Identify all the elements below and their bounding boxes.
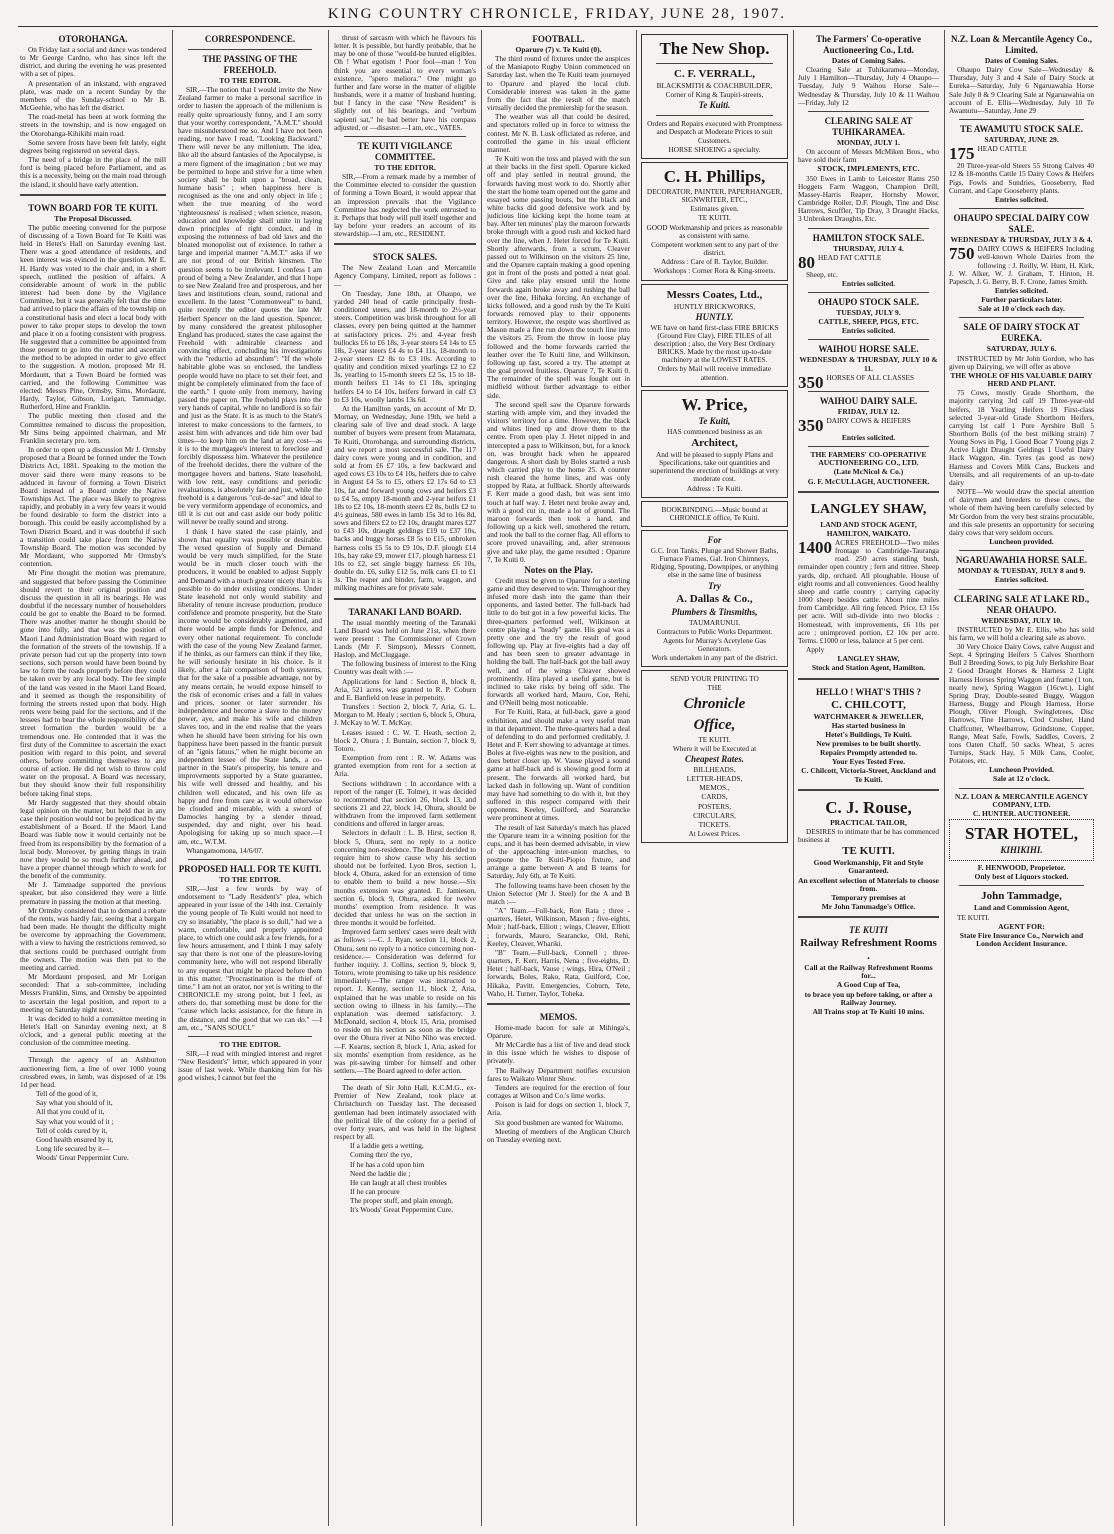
divider [656,115,773,116]
football-heading: FOOTBALL. [532,34,585,44]
paragraph: The Railway Department notifies excursion fares to Waikato Winter Show. [487,1065,630,1083]
ad-text: to brace you up before taking, or after a Railway Journey. [804,989,933,1007]
column-rule [328,30,329,1526]
ad-text: SEND YOUR PRINTING TO [670,674,759,684]
paragraph: The public meeting convened for the purpose of discussing of a Town Board for Te Kuiti was held in Hetet's Hall on Saturday evening last. There was a good attendance of residents, and keen interest was evinced in the question. Mr E. H. Hardy was voted to the chair and, in a short speech, outlined the position of affairs. A considerable amount of work in the public interest had been done by the Vigilance Committee, but it was generally felt that the time had arrived to place the affairs of the township on a constitutional basis and elect a local body with power to take proper steps to develop the town and place it on a footing consistent with progress. He suggested that a committee be appointed from those present to go into the matter and ascertain the method to be adopted in order to give effect to the suggestion. A motion, proposed Mr H. Mordaunt, that a Town Board be formed was carried, and the following Committee was elected: Messrs Pine, Ormsby, Sims, Mordaunt, Hardy, Taylor, Gibson, Lorigan, Tammadge, Rutherford, Hine and Franklin. [20,222,166,412]
divider [188,49,312,50]
sale-heading: CLEARING SALE AT LAKE RD., NEAR OHAUPO. [953,593,1090,615]
paragraph: The third round of fixtures under the auspices of the Maniapoto Rugby Union commenced on Saturday last, when the Te Kuiti team journeyed to Oparure and played the local club. Considerable interest was taken in the game from the fact that the result of the match virtually decided the premiership for the season. [487,54,630,113]
ad-name: C. F. VERRALL, [674,68,755,80]
ad-text: Has started business in [831,720,906,730]
poem-line: All that you could of it, [36,1107,105,1117]
paragraph: Te Kuiti won the toss and played with the sun at their backs in the first spell. Oparure kicked off and play settled in neutral ground, the forwards having most work to do. Shortly after the start the home team opened out the game and essayed some passing bouts, but the black and white backs did good defensive work and by judicious line kicking kept the home team at bay. After ten minutes' play the maroon forwards broke through with a good rush and kicked hard over the line, when J. Hetet forced for Te Kuiti. Shortly afterwards, from a scrum, Cleaver passed out to Wilkinson on the visitors 25 line, and the Oparure captain making a good opening got in front of the posts and potted a neat goal. Give and take play ensued until the home forwards again broke away and rushing the ball over the line, Hihaka forcing. An exchange of kicks followed, and a good rush by the Te Kuiti forwards removed play to their opponents territory. However, the respite was shortlived as Mason made a fine run down the touch line into the visitors 25. From the throw in loose play followed and the home forwards carried the leather over the Te Kuiti line, and Wilkinson, following up fast, scored a try. The attempt at the goal proved fruitless. Oparure 7, Te Kuiti 0. The remainder of the spell was fought out in midfield without further advantage to either side. [487,154,630,400]
sale-item: CATTLE, SHEEP, PIGS, ETC. [818,317,919,327]
divider [808,111,929,112]
ashburton-paragraph: Through the agency of an Ashburton auctioneering firm, a line of over 1000 young crossbred ewes, in lamb, was disposed of at 19s 1d per head. [20,1055,166,1089]
poem-line: Good health ensured by it, [36,1134,114,1144]
sale-number: 175 [949,144,975,164]
paragraph: I think I have stated the case plainly, and shown that equality was possible or desirable. The vexed question of Supply and Demand would be very much simplified, for the State would be in much closer touch with the producers, it would be enabled to adjust Supply and Demand with a much greater nicety than it is possible to do under existing conditions. Under State leasehold not only would stability and liberality of tenure increase production, produce confidence and promote prosperity, but the State income would be considerably augmented, and there would be ample funds for Defence, and every other national requirement. To conclude with the case of the young New Zealand farmer, if he thinks, as our farmers can think if they like, he will seriously hesitate in his choice. Is it likely, after a fair comparison of both systems, that for the sake of a possible advantage, not by any means certain, he would expose himself to the risk of economic crises and a fall in values and prices, sooner or later surrender his independence and become a slave to the money power, aye, and make his wife and children slaves too, and in the end realise that the years when he should have been striving for his own happiness have been passed in the frantic pursuit of an "ignis fatuus," when he might become an independent lessee of the State lands, a co-partner in the State's prosperity, his tenure and improvements supported by a State guarantee, his wife well dressed and healthy, and his children well educated, and his own life as happy and free from care as it would otherwise be clouded and miserable, with a sword of Damocles hanging by a slender thread, suspended, day and night, over his head. Apologising for taking up so much space.—I am, etc., W.T.M. [178,526,322,846]
coates-ad [641,284,788,387]
ad-text: Your Eyes Tested Free. [831,757,906,767]
paragraph: Mr Hardy suggested that they should obtain legal opinion on the matter, but held that in any case their position would not be prejudiced by the establishment of a Board. If the Maori Land Board was liable now it would certainly not be freed from its responsibility by the formation of a local body. Moreover, by getting things in train now they would be so much further ahead, and have a proper channel through which to work for the benefit of the community. [20,797,166,881]
ad-text: DECORATOR, PAINTER, PAPERHANGER, SIGNWRITER, ETC., [646,186,783,205]
ad-name: Messrs Coates, Ltd., [666,288,763,301]
ad-text: Competent workmen sent to any part of the district. [651,239,778,258]
ad-text: G.C. Iron Tanks, Plunge and Shower Baths, Furnace Frames, Gal. Iron Chimneys, Ridging, Spouting, Downpipes, or anything else in the same line of business [650,546,779,580]
ad-text: THE [707,683,722,693]
bookbinding-ad [641,501,788,527]
paragraph: The death of Sir John Hall, K.C.M.G., ex-Premier of New Zealand, took place at Christchurch on Tuesday last. The deceased gentleman had been intimately associated with the political life of the colony for a period of over forty years, and was held in the highest respect by all. [334,1083,476,1142]
sale-date: MONDAY, JULY 1. [836,137,901,147]
sale-item: THE WHOLE OF HIS VALUABLE DAIRY HERD AND PLANT. [950,370,1093,389]
peppermint-poem [334,1142,476,1214]
poem-line: The proper stuff, and plain enough, [350,1196,454,1206]
notes-heading: Notes on the Play. [524,564,593,575]
masthead-rule [18,26,1098,27]
ad-trade: Land and Commission Agent, [973,903,1070,913]
paragraph: Leases issued : C. W. T. Heath, section 2, block 2, Ohura ; J. Buntain, section 7, block 9, Totoro. [334,727,476,753]
paragraph: On Friday last a social and dance was tendered to Mr George Cardno, who has since left the district, and during the evening he was presented with a set of pipes. [20,45,166,79]
paragraph: DESIRES to intimate that he has commenced business at [798,826,939,845]
sale-number: 1400 [798,538,832,557]
ad-text: For [707,535,722,545]
ad-list: CIRCULARS, [693,810,736,820]
paragraph: Meeting of members of the Anglican Church on Tuesday evening next. [487,1126,630,1144]
sale-heading: WAIHOU HORSE SALE. [818,344,919,355]
sale-time: Sale at 12 o'clock. [992,774,1051,784]
ad-text: Hetet's Buildings, Te Kuiti. [825,729,912,739]
ad-text: F. HENWOOD, Proprietor. [977,863,1066,873]
ad-town: Te Kuiti, [698,415,731,426]
ad-text: A Good Cup of Tea, [836,980,901,990]
ad-name: STAR HOTEL, [964,824,1079,844]
poem-line: Say what you should of it, [36,1098,113,1108]
letter-place: Whangamomona, 14/6/07. [186,845,264,855]
ad-text: AGENT FOR: [998,921,1045,931]
ad-text: BOOKBINDING.—Music bound at CHRONICLE office, Te Kuiti. [661,504,768,522]
sale-number: 350 [798,372,824,392]
paragraph: 75 Cows, mostly Grade Shorthorn, the majority carrying 3rd calf 19 Three-year-old heifers, 18 Yearling Heifers 19 First-class selected 3-year-old Grade Shorthorn Heifers, carrying 1st calf 1 Pure Ayrshire Bull 5 Shorthorn Bulls (of the best milking strain) 7 Young Sows in Pig, 1 Good Boar 7 Young pigs 2 Active Light Draught Geldings 1 Useful Dairy Hack Waggon, 4in. Tyres (as good as new) Harness and Covers Milk Cans, Buckets and Utensils, and all requirements of an up-to-date dairy [949,388,1094,487]
poem-line: Tell of the good of it, [36,1089,98,1099]
sale-date: THURSDAY, JULY 4. [833,243,904,253]
ad-text: Temporary premises at [831,892,906,902]
paragraph: Clearing Sale at Tuhikaramea—Monday, July 1 Hamilton—Thursday, July 4 Ohaupo—Tuesday, July 9 Waihou Horse Sale—Wednesday & Thursday, July 10 & 11 Waihou—Friday, July 12 [798,65,939,107]
column-rule [481,30,482,1526]
ad-text: Workshops : Corner Rora & King-streets. [653,266,776,276]
poem-line: Need the laddie die ; [350,1168,411,1178]
ad-text: Call at the Railway Refreshment Rooms for... [804,963,933,981]
sale-item: DAIRY COWS & HEIFERS Including well-known Whole Dairies from the following : J. Reilly, W. Hunt, H. Kirk, J. W. Alker, W. J. Graham, T. Hinton, H. Papesch, J. G. Berry, B. F. Crone, James Smith. [949,244,1094,286]
ad-list: TICKETS. [698,819,731,829]
taranaki-heading: TARANAKI LAND BOARD. [348,606,462,617]
sale-heading: OHAUPO STOCK SALE. [817,296,920,307]
dates-heading: Dates of Coming Sales. [831,56,906,65]
column-6 [798,34,939,1524]
ad-text: Agents for Murray's Acetylene Gas Generators. [662,635,767,653]
sale-date: MONDAY & TUESDAY, JULY 8 and 9. [957,566,1086,576]
ad-name: John Tammadge, [981,890,1062,903]
paragraph: Tenders are required for the erection of four cottages at Wilson and Co.'s lime works. [487,1082,630,1101]
paragraph: Improved farm settlers' cases were dealt with as follows :—C. J. Ryan, section 11, block 2, Ohura, sent no reply to a notice concerning non-residence.— Consideration was deferred for further inquiry. J. Collins, section 9, block 9, Totoro, wrote promising to take up his residence immediately.—The ranger was instructed to report. J. Kenny, section 11, block 2, Aria, explained that he was unable to reside on his section owing to illness in his family.—The explanation was deemed satisfactory. J. McDonald, section 4, block 15, Aria, promised to reside on his section as soon as the bridge over the Ohura river at Niho Niho was erected.—F. Kearns, section 8, block 1, Aria, asked for six months' exemption from residence, as he was pit-sawing timber for himself and other settlers.—The Board agreed to defer action. [334,927,476,1075]
ad-town: TAUMARUNUI. [688,617,741,627]
town-board-article [20,224,166,1048]
ad-text: HAS commenced business as an [667,426,762,436]
paragraph: The usual monthly meeting of the Taranaki Land Board was held on June 21st, when there were present : The Commissioner of Crown Lands (Mr F. Simpson), Messrs Connett, Haslop, and McCluggage. [334,617,476,660]
divider [798,789,939,793]
sale-date: WEDNESDAY & THURSDAY, JULY 3 & 4. [950,235,1093,245]
ad-list: MEMOS., [699,783,730,793]
divider [808,446,929,447]
ad-name: C. H. Phillips, [663,166,766,186]
ad-trade: Architect, [691,436,738,449]
paragraph: Mr McCardie has a list of live and dead stock in this issue which he wishes to dispose of privately. [487,1040,630,1066]
divider [656,63,773,64]
fca-heading: The Farmers' Co-operative Auctioneering Co., Ltd. [816,34,921,55]
sale-item: HEAD CATTLE [977,144,1027,154]
divider [334,598,476,602]
divider [344,136,466,137]
sale-heading: WAIHOU DAIRY SALE. [819,395,918,406]
paragraph: The result of last Saturday's match has placed the Oparure team in a winning position for the cups, and it has been deemed advisable, in view of the approaching inter-union matches, to postpone the Te Kuiti-Piopio fixture, and arrange a game between A and B teams for Saturday, July 6th, at Te Kuiti. [487,822,630,881]
ad-name: W. Price, [681,394,748,414]
sale-heading: HAMILTON STOCK SALE. [812,232,925,243]
paragraph: INSTRUCTED by Mr John Gordon, who has given up Dairying, we will offer as above [949,353,1094,371]
paragraph: Sheep, etc. [806,269,838,279]
ad-text: Where it will be Executed at [672,743,757,753]
poem-line: If a laddie gets a wetting, [350,1141,424,1151]
fca-footer: THE FARMERS' CO-OPERATIVE AUCTIONEERING CO., LTD. [810,450,927,468]
ad-town: HUNTLY. [695,311,734,322]
ad-text: Only best of Liquors stocked. [974,872,1069,882]
ad-text: At Lowest Prices. [688,828,741,838]
to-editor: TO THE EDITOR. [219,76,281,85]
hall-heading: PROPOSED HALL FOR TE KUITI. [178,863,322,874]
sale-date: SATURDAY, JULY 6. [986,344,1057,354]
to-editor: TO THE EDITOR. [219,1039,281,1049]
ad-name: C. J. Rouse, [825,797,912,817]
paragraph: Mr Ormsby considered that to demand a rebate of the rents, was hardly fair, seeing that a bargain had been made. He thought the difficulty might be overcome by approaching the Government, with a view to having the restrictions removed, so that sections could be purchased outright from the owners. The motion was then put to the meeting and carried. [20,905,166,972]
sale-time: Sale at 10 o'clock each day. [978,304,1065,314]
sale-heading: OHAUPO SPECIAL DAIRY COW SALE. [953,213,1090,235]
paragraph: It was decided to hold a committee meeting in Hetet's Hall on Saturday evening next, at 8 o'clock, and a general public meeting at the conclusion of the committee meeting. [20,1013,166,1048]
paragraph: The road-metal has been at work forming the streets in the township, and is now engaged on the Otorohanga-Kihikihi main road. [20,112,166,138]
ad-text: BLACKSMITH & COACHBUILDER, [656,81,773,90]
sale-heading: SALE OF DAIRY STOCK AT EUREKA. [963,322,1080,344]
ad-text: Work undertaken in any part of the district. [651,653,778,663]
dates-heading: Dates of Coming Sales. [984,56,1059,65]
paragraph: The New Zealand Loan and Mercantile Agency Company, Limited, report as follows :— [334,263,476,289]
ad-text: GOOD Workmanship and prices as reasonable as consistent with same. [646,222,783,240]
paragraph: Applications for land : Section 8, block 8, Aria, 521 acres, was granted to R. P. Coburn and E. Banfield on lease in perpetuity. [334,676,476,702]
paragraph: The weather was all that could be desired, and spectators rolled up in force to witness the contest. Mr N. B. Lusk officiated as referee, and controlled the game in his usual efficient manner. [487,112,630,154]
paragraph: The following business of interest to the King Country was dealt with :— [334,659,476,677]
paragraph: The public meeting then closed and the Committee remained to discuss the proposition, Mr Sims being appointed chairman, and Mr Franklin secretary pro. tem. [20,411,166,445]
freehold-heading: THE PASSING OF THE FREEHOLD. [202,54,298,75]
sale-number: 80 [798,252,815,272]
correspondence-heading: CORRESPONDENCE. [204,34,296,44]
divider [959,119,1084,120]
paragraph: At the Hamilton yards, on account of Mr D. Mornay, on Wednesday, June 19th, we held a clearing sale of live and dead stock. A large number of buyers were present from Matamata, Te Kuiti, Otorohanga, and surrounding districts, and we report a most successful sale. The 117 dairy cows were young and in condition, and sold at from £6 £7 10s, a few backward and aged cows £3 10s to £4 10s, heifers due to calve in August £4 5s to £5, others £2 17s 6d to £3 10s, fat and forward young cows and heifers £3 to £4 5s, empty 18-month and 2-year heifers £1 18s to £2 10s, 18-month steers £2 8s, bulls £2 to 4½ guineas, 580 ewes in lamb 15s 3d to 16s 8d, sows and filters £2 to £2 10s, draught mares £27 to £43 10s, draught geldings £19 to £37 10s, hacks and buggy horses £8 5s to £15, unbroken harness colts £5 5s to £9 10s, D.F. plough £14 10s, hay rake £9, mower £17, plough harness £1 10s to £2, set single buggy harness £6 10s, double do. £6, sulky £12 5s, milk cans £1 to £1 3s. The reaper and binder, farm, waggon, and milking machines are for private sale. [334,403,476,593]
column-4 [487,34,630,1524]
ad-text: New premises to be built shortly. [816,738,921,748]
town-board-heading: TOWN BOARD FOR TE KUITI. [28,202,158,213]
phillips-ad [641,162,788,281]
divider [30,1051,156,1052]
ad-text: Good Workmanship, Fit and Style Guaranteed. [813,858,924,876]
sale-item: DAIRY COWS & HEIFERS [826,415,911,425]
divider [959,317,1084,318]
ad-name: Chronicle [683,695,746,712]
ad-name: LANGLEY SHAW, [810,501,927,517]
sale-date: TUESDAY, JULY 9. [836,307,901,317]
ad-text: Orders by Mail will receive immediate attention. [657,364,772,382]
paragraph: Six good bushmen are wanted for Waitomo. [495,1117,624,1127]
paragraph: ACRES FREEHOLD—Two miles frontage to Cambridge-Tauranga road. 250 acres standing bush, remainder open country ; fern and tittree. Sheep yards, dip, orchard. All ploughable. House of eight rooms and all conveniences. Good healthy sheep and cattle country ; carrying capacity 1000 sheep besides cattle. About nine miles from Cambridge. All ring fenced. Price, £3 15s per acre. Will sub-divide into two blocks : Homestead, with improvements, £6 10s per acre ; unimproved portion, £2 10s per acre. Terms. £1000 or less, balance at 5 per cent. [798,538,939,645]
ad-text: State Fire Insurance Co., Norwich and London Accident Insurance. [959,930,1084,949]
sale-number: 350 [798,415,824,435]
ad-town: TE KUITI. [957,912,990,922]
entries: Entries solicited. [841,432,896,442]
ad-trade: WATCHMAKER & JEWELLER, [813,711,924,721]
ad-town: Te Kuiti. [698,100,731,111]
ad-town: TE KUITI [849,925,888,936]
paragraph: SIR,—Just a few words by way of endorsement to "Lady Resident's" plea, which appeared in your issue of the 14th inst. Certainly the young people of Te Kuiti would not need to cry so insatiably, "the place is so dull," had we a warm, comfortable, and properly appointed place, to which one could ask a few friends, for a few hours amusement, and I think I may safely say that there is not one of the pleasure-loving community here, who will not respond liberally to any request that might be placed before them in this matter. "Procrastination is the thief of time." I am not an orator, nor yet is writing to the CHRONICLE my strong point, but I feel, as others do, that something must be done for the "cause which lacks assistance, for the future in the distance, and the good that we can do." —I am, etc., "SANS SOUCI." [178,884,322,1032]
sale-date: WEDNESDAY & THURSDAY, JULY 10 & 11. [799,355,938,373]
town-board-subheading: The Proposal Discussed. [54,213,132,223]
verrall-ad [641,34,788,159]
ad-text: An excellent selection of Materials to choose from. [798,875,939,893]
paragraph: INSTRUCTED by Mr E. Ellis, who has sold his farm, we will hold a clearing sale as above. [949,624,1094,642]
luncheon: Luncheon provided. [989,537,1054,547]
nzl-heading: N.Z. Loan & Mercantile Agency Co., Limited. [950,34,1093,55]
otorohanga-heading: OTOROHANGA. [58,34,128,44]
divider [487,1003,630,1007]
fca-late: (Late McNicol & Co.) [833,467,904,477]
otorohanga-article [20,46,166,189]
peppermint-poem [20,1090,166,1162]
ad-list: LETTER-HEADS, [686,774,743,784]
ad-town: KIHIKIHI. [1000,845,1043,856]
further: Further particulars later. [981,295,1062,305]
poem-line: Coming thro' the rye, [350,1150,413,1160]
paragraph: A presentation of an inkstand, with engraved plate, was made on a recent Sunday by the members of the Sunday-school to Mr B. McGeehie, who has left the district. [20,78,166,113]
paragraph: "A" Team.—Full-back, Ron Rata ; three - quarters, Hetet, Wilkinson, Mason ; five-eights, Moir ; half-back, Elliott ; wings, Cleaver, Elliott ; forwards, Mauro, Searancke, Old, Rehi, Keeley, Cleaver, Whariki. [487,906,630,948]
poem-line: Say what you would of it ; [36,1116,114,1126]
paragraph: Mr Pine thought the motion was premature, and suggested that before passing the Committee should revert to their original position and discuss the question in all its bearings. He was doubtful if the necessary number of householders could be got to enable the Board to be formed. There was another matter he thought should be gone into fully, and that was the position of Maori Land Administration Board with regard to the formation of the streets of the township. If a private person had cut up the property into town sections, such person would have been bound by law to form the roads properly before they could be taken over by any local body. The fee simple of the land was vested in the Maori Land Board, and it seemed as though the responsibility of forming the streets rested upon that body. High rents were being paid for the sections, and if the lessees had to bear the whole responsibility of the street formation the burden would be a tremendous one. He contended that it was the first duty of the Committee to ascertain the exact position with regard to this point, and several others, before committing themselves to any course of action. He did not wish to throw cold water on the proposal. A Board was necessary, but they should know their full responsibility before taking final steps. [20,568,166,798]
paragraph: For Te Kuiti, Rata, at full-back, gave a good exhibition, and should make a very useful man in that department. The three-quarters had a deal of defending to do and performed creditably, J. Hetet and F. Kerr showing to advantage at times. Boles at five-eights was new to the position, and does better closer up. W. Vause played a sound game at half-back and is showing good form at present. The forwards all worked hard, but lacked dash in following up. Want of condition may have had something to do with it, but they suffered in this respect compared with their opponents. Keeley, Guilford, and Searancke were prominent at times. [487,707,630,823]
star-hotel-ad [949,819,1094,861]
ad-sign: Stock and Station Agent, Hamilton. [811,663,926,673]
divider [188,1036,312,1037]
ad-text: Contractors to Public Works Department. [656,627,773,636]
paragraph: NOTE—We would draw the special attention of dairymen and breeders to these cows, the whole of them having been carefully selected by Mr Gordon from the very best strains procurable, and this sale presents an opportunity for securing dairy cows that very seldom occurs. [949,487,1094,537]
divider [334,243,476,247]
column-7 [949,34,1094,1524]
ad-text: Mr John Tammadge's Office. [821,902,916,911]
paragraph: In order to open up a discussion Mr J. Ormsby proposed that a Board be formed under the Town Districts Act, 1881. Speaking to the motion the mover said there were many reasons to be adduced in favour of forming a Town District Board instead of a Board under the Native Townships Act. The place was likely to progress rapidly, and probably in a very few years it would be found desirable to form the district into a borough. This could be easily accomplished by a Town District Board, and it was doubtful if such a transition could take place from the Native Township Board. The motion was seconded by Mr Mordaunt, who supported Mr Ormsby's contention. [20,445,166,569]
divider [798,491,939,495]
ad-text: Address : Care of R. Taylor, Builder. [660,257,769,267]
ad-text: Try [708,580,721,591]
ad-town: HAMILTON, WAIKATO. [826,528,911,538]
divider [808,228,929,229]
ad-list: POSTERS, [697,801,732,811]
divider [344,1079,466,1080]
ad-text: Repairs Promptly attended to. [820,748,917,758]
sale-number: 750 [949,244,975,264]
ad-text: And will be pleased to supply Plans and Specifications, take out quantities and superintend the erection of buildings at very moderate cost. [650,449,779,484]
paragraph: 30 Very Choice Dairy Cows, calve August and Sept. 4 Springing Heifers 5 Calves Shorthorn Bull 2 Breeding Sows, to pig July Berkshire Boar 2 Good Draught Horses & Harness 2 Light Harness Horses Spring Waggon and frame (1 ton, nearly new), Spring Waggon (16cwt.), Light Spring Dray, Double-seated Buggy, Waggon Harness, Buggy and Plough Harness, Horse Plough, Oliver Plough, Swingletrees, Disc Harrows, Tine Harrows, Clod Crusher, Hand Chaffcutter, Wheelbarrow, Grindstone, Copper, Range, Meat Safe, Fowls, Saddles, Covers, 2 tons Oaten Chaff, 50 sacks Wheat, 5 acres Turnips, Stack Hay, 5 Milk Cans, Cooler, Potatoes, etc. [949,641,1094,766]
ad-name: Office, [693,716,736,733]
poem-line: If he has a cold upon him [350,1159,425,1169]
sale-heading: NGARUAWAHIA HORSE SALE. [955,555,1088,566]
entries: Entries solicited. [994,575,1049,585]
ad-text: Address : Te Kuiti. [686,483,743,493]
sale-item: STOCK, IMPLEMENTS, ETC. [817,164,920,174]
divider [959,550,1084,551]
paragraph: Exemption from rent : R. W. Adams was granted exemption from rent for a section at Aria. [334,753,476,779]
dallas-ad [641,530,788,667]
sale-date: FRIDAY, JULY 12. [837,406,900,416]
entries: Entries solicited. [841,326,896,336]
ad-name: C. CHILCOTT, [831,698,906,711]
ad-trade: Plumbers & Tinsmiths, [671,606,758,617]
divider [798,678,939,682]
paragraph: SIR,—The notion that I would invite the New Zealand farmer to make a personal sacrifice in order to hasten the approach of the millenium is really quite uproariously funny, and I am sorry that your worthy correspondent, "A.M.T." should have misunderstood me so. And I have not been reading, nor have I read, "Looking Backward." There will never be any millenium. The idea, like all the absurd fantasies of the Apocalypse, is a mere figment of the imagination ; but we may be permitted to hope and strive for a time when society shall be built upon a "broad, clean, humane basis" ; when happiness here is recognised as the one and only object in life ; when the true meaning of the word 'righteousness' is realised ; when science, reason, education and knowledge shall unite in laying down principles of right conduct, and in exposing the rottenness of bad old laws and the bloated monopolist out of existence. In rather a large and imperial manner "A.M.T." asks if we are not proud of our British kinsmen. The question seems to be irrelevant. I confess I am proud of being a New Zealander, and that I hope to see New Zealand free and prosperous, and her laws and institutions clean, sound, rational and excellent. In the latest "Commonweal" to hand, quite recently the editor quotes the late Mr Herbert Spencer on the land question. Spencer, by many considered the greatest philosopher England has produced, states the case against the Freehold with admirable clearness and convincing effect, concluding his investigations with the "reductio ad absurdum": "If the whole habitable globe was so enclosed, the landless people would have no place to set their feet, and might be completely eliminated from the face of the earth." I quote only from memory, having passed the paper on. The freehold plays into the very hands of capital, while no landlord is so fair and just as the State. It is as much to the State's interest to make concessions to the farmers, to assist him with advances and tide him over bad times—to keep him on the land at any cost—as it is to the mortgagee's interest to foreclose and forcibly dispossess him. Whatever the pestilence of the freehold decides, there the vulture of the mortgagee hovers and battens. State leasehold, with low rent, easy conditions and periodic revaluations, is absolutely fair and just, while the freehold is a dangerous "cul-de-sac" and ideal to be very vermiform appendage of economics, and till it is cut out and cast aside our body politic will never be really sound and strong. [178,85,322,527]
ad-list: BILLHEADS, [693,764,736,774]
ad-town: TE KUITI. [698,734,731,744]
ad-town: TE KUITI. [698,213,731,223]
divider [808,391,929,392]
paragraph: Sections withdrawn : In accordance with a report of the ranger (E. Tolme), it was decided to recommend that section 26, block 13, and sections 21 and 22, block 14, Ohura, should be withdrawn from the improved farm settlement conditions and offered in larger areas. [334,778,476,829]
divider [959,208,1084,209]
ad-text: Estimates given. [690,204,739,214]
column-2 [178,34,322,1524]
paragraph: Mr J. Tammadge supported the previous speaker, but also considered they were a little premature in passing the motion at that meeting. [20,880,166,906]
fca-auctioneer: G. F. McCULLAGH, AUCTIONEER. [807,476,930,486]
divider [808,292,929,293]
sale-date: SATURDAY, JUNE 29. [984,135,1059,145]
chronicle-office-ad [641,670,788,843]
entries: Entries solicited. [994,285,1049,295]
paragraph: 350 Ewes in Lamb to Leicester Rams 250 Hoggets Farm Waggon, Champion Drill, Massey-Harris Reaper, Hornsby Mower, Cambridge Roller, D.F. Plough, Tine and Disc Harrows, Scuffler, Tip Dray, 3 Draught Hacks, 3 Unbroken Draughts, Etc. [798,173,939,224]
ad-text: WE have on hand first-class FIRE BRICKS (Ground Fire Clay), FIRE TILES of all description ; also, the Very Best Ordinary BRICKS. Made by the most up-to-date machinery at the LOWEST RATES. [650,322,779,365]
ad-text: HUNTLY BRICKWORKS, [673,301,756,311]
column-rule [944,30,945,1526]
paragraph: Apply [806,645,825,655]
paragraph: thrust of sarcasm with which he flavours his letter. It is possible, but hardly probable, that he may be one of those "would-be hunted eligibles. Oh ! What egotism ! Poor fool—man ! You think you are essential to every woman's existence, "spero meliora." One might go further and fare worse in the matter of eligible husbands, were it a matter of husband hunting, but I fancy in the case "New Resident" is slightly out of his bearings, and "verbum sapienti sat," he had better have his compass adjusted, or —disaster.—I am, etc., VATES. [334,34,476,132]
divider [959,788,1084,789]
sale-item: HEAD FAT CATTLE [818,252,882,262]
paragraph: The need of a bridge in the place of the mill ford is being placed before Parliament, and as this is a necessity, being on the main road through the island, it should have early attention. [20,155,166,189]
column-5 [641,34,788,1524]
to-editor: TO THE EDITOR. [219,874,281,884]
nzl-auctioneer: C. HUNTER. AUCTIONEER. [972,808,1071,818]
football-subheading: Oparure (7) v. Te Kuiti (0). [515,45,602,54]
divider [188,859,312,860]
divider [798,916,939,920]
paragraph: Poison is laid for dogs on section 1, block 7, Aria. [487,1100,630,1118]
ad-text: Orders and Repairs executed with Promptness and Despatch at Moderate Prices to suit Customers. [647,119,782,145]
divider [959,885,1084,886]
ad-town: TE KUITI. [842,845,895,858]
ad-sign: C. Chilcott, Victoria-Street, Auckland and Te Kuiti. [801,766,936,784]
paragraph: Mr Mordaunt proposed, and Mr Lorigan seconded: That a sub-committee, including Messrs Franklin, Sims, and Ormsby be appointed to ascertain the legal position, and report to a meeting on Saturday night next. [20,972,166,1014]
ad-text: Cheapest Rates. [684,753,744,764]
masthead: KING COUNTRY CHRONICLE, FRIDAY, JUNE 28, 1907. [327,6,787,22]
column-rule [793,30,794,1526]
ad-sign: LANGLEY SHAW, [837,654,900,664]
sale-item: HORSES OF ALL CLASSES [826,372,915,382]
ad-text: Corner of King & Taupiri-streets, [665,90,764,100]
paragraph: On account of Messrs McMiken Bros., who have sold their farm [798,147,939,165]
paragraph: SIR,—From a remark made by a member of the Committee elected to consider the question of forming a Town Board, it would appear that an impression prevails that the Vigilance Committee has neglected the work entrusted to it. Perhaps that body will pull itself together and lay before your readers an account of its stewardship.—I am, etc., RESIDENT. [334,172,476,239]
sale-heading: CLEARING SALE AT TUHIKARAMEA. [824,115,913,137]
paragraph: On Tuesday, June 18th, at Ohaupo, we yarded 240 head of cattle principally fresh-conditioned steers, and 18-month to 2½-year steers. Competition was brisk throughout for all classes, every pen being quitted at the hammer at satisfactory prices. 2½ and 4-year fresh bullocks £6 to £6 18s, 3-year steers £4 14s to £5 18s, 2-year steers £4 4s to £4 11s, 18-month to 2-year steers £2 8s to £3 10s. According to quality and condition mixed yearlings £2 to £2 3s, yearling to 15-month steers £2 5s, 15 to 18-month heifers £1 14s to £1 18s, springing heifers £4 to £4 10s, heifers forward in calf £3 to £3 10s, woolly lambs 13s 6d. [334,288,476,404]
column-rule [636,30,637,1526]
paragraph: Credit must be given to Oparure for a sterling game and they deserved to win. Throughout they infused more dash into the game than their opponents, and lasted better. The full-back had little to do but got in a few powerful kicks. The three-quarters performed well, Wilkinson at centre playing a "heady" game. His goal was a pretty one and the try the result of good following up. Play at five-eights had a day off and has been seen to greater advantage in holding the ball. The half-back got the ball away well, and of the wings Cleaver showed prominently. Hira played a useful game, but is inclined to take risks by being off side. The forwards all worked hard, Mauro, Coe, Rehi, and O'Neill being most noticeable. [487,575,630,708]
luncheon: Luncheon Provided. [989,765,1054,775]
paragraph: The following teams have been chosen by the Union Selector (Mr J. Steel) for the A and B match :— [487,880,630,906]
divider [20,194,166,198]
to-editor: TO THE EDITOR. [374,162,436,172]
paragraph: Ohaupo Dairy Cow Sale—Wednesday & Thursday, July 3 and 4 Sale of Dairy Stock at Eureka—Saturday, July 6 Ngaruawahia Horse Sale July 8 & 9 Clearing Sale at Ngaruawahia on account of E. Ellis—Wednesday, July 10 Te Awamutu—Saturday, June 29 [949,65,1094,115]
price-ad [641,390,788,498]
memos-heading: MEMOS. [539,1011,578,1022]
sale-heading: TE AWAMUTU STOCK SALE. [960,124,1083,135]
paragraph: "B" Team.—Full-back, Connell ; three-quarters, F. Kerr, Harris, Nena ; five-eights, D. Hetet ; half-back, Vause ; wings, Hira, O'Neil ; forwards, Boles, Rako, Rata, Guilford, Coe, Hikaka, Pavitt. Emergencies, Coburn, Tete, Waho, H. Turner, Taylor, Toheka. [487,947,630,998]
sale-date: WEDNESDAY, JULY 10. [981,615,1062,625]
divider [808,339,929,340]
ad-trade: LAND AND STOCK AGENT, [820,519,917,529]
paragraph: Some severe frosts have been felt lately, eight degrees being registered on several days. [20,137,166,155]
divider [959,589,1084,590]
paragraph: Home-made bacon for sale at Mihinga's, Oparure. [487,1022,630,1040]
poem-line: It's Woods' Great Peppermint Cure. [350,1205,454,1215]
poem-line: If he can procure [350,1187,400,1196]
nzl-footer: N.Z. LOAN & MERCANTILE AGENCY COMPANY, LTD. [954,791,1089,809]
paragraph: Selectors in default : L. B. Hirst, section 8, block 5, Ohura, sent no reply to a notice concerning non-residence. The Board decided to require him to show cause why his section should not be forfeited. Lyon Bros, section 1, block 4, Ohura, asked for an extension of time to enable them to build a new house.—Six months extension was granted. E. Jamieson, section 6, block 9, Ohura, asked for twelve months' exemption from residence. It was decided that unless he was on the section in three months it would be forfeited. [334,828,476,928]
paragraph: Transfers : Section 2, block 7, Aria, G. L. Morgan to M. Healy ; section 6, block 5, Ohura, J. McKay to W. T. McKay. [334,702,476,728]
entries: Entries solicited. [841,278,896,288]
poem-line: Woods' Great Peppermint Cure. [36,1153,129,1163]
ad-text: All Trains stop at Te Kuiti 10 mins. [812,1006,925,1016]
poem-line: He can laugh at all chest troubles [350,1177,447,1187]
ad-list: CARDS, [701,792,728,802]
ad-name: A. Dallas & Co., [676,592,753,605]
column-rule [172,30,173,1526]
column-1 [20,34,166,1524]
ad-name: Railway Refreshment Rooms . [800,937,937,963]
poem-line: Long life secured by it— [36,1144,110,1153]
paragraph: The second spell saw the Oparure forwards starting with ample vim, and they invaded the visitors' territory for a time. However, the black and whites lined up and drove them to the centre. From open play J. Hetet nipped in and intercepted a pass to Wilkinson, but, for a knock on, was brought back when he appeared dangerous. A short dash by Boles started a rush which carried play to the home 25. A counter rush cleared the home lines, and was only stopped by Rata, at fullback. Shortly afterwards F. Kerr made a good dash, but was sent into touch at half way. J. Hetet next broke away and, with a good cut in, made a lot of ground. The maroon forwards then took a hand, and following up a kick well, smothered the return, and took the ball to the corner flag. All efforts to score proved unavailing, and, after strenuous give and take play, the game resulted : Oparure 7, Te Kuiti 0. [487,399,630,564]
paragraph: 20 Three-year-old Steers 55 Strong Calves 40 12 & 18-months Cattle 15 Dairy Cows & Heifers Pigs, Fowls and Sundries, Gooseberry, Red Currant, and Cape Gooseberry plants. [949,161,1094,195]
paragraph: SIR,—I read with mingled interest and regret "New Resident's" letter, which appeared in your issue of last week. While thanking him for his good wishes, I cannot but feel the [178,1048,322,1083]
ad-heading: HELLO ! WHAT'S THIS ? [815,686,922,697]
ad-text: HORSE SHOEING a specialty. [668,144,761,154]
ad-heading: The New Shop. [659,39,770,58]
poem-line: Tell of colds cured by it, [36,1125,108,1135]
stock-sales-heading: STOCK SALES. [372,252,438,263]
column-3 [334,34,476,1524]
vigilance-heading: TE KUITI VIGILANCE COMMITTEE. [357,140,453,162]
ad-trade: PRACTICAL TAILOR, [830,817,907,827]
entries: Entries solicited. [994,194,1049,204]
